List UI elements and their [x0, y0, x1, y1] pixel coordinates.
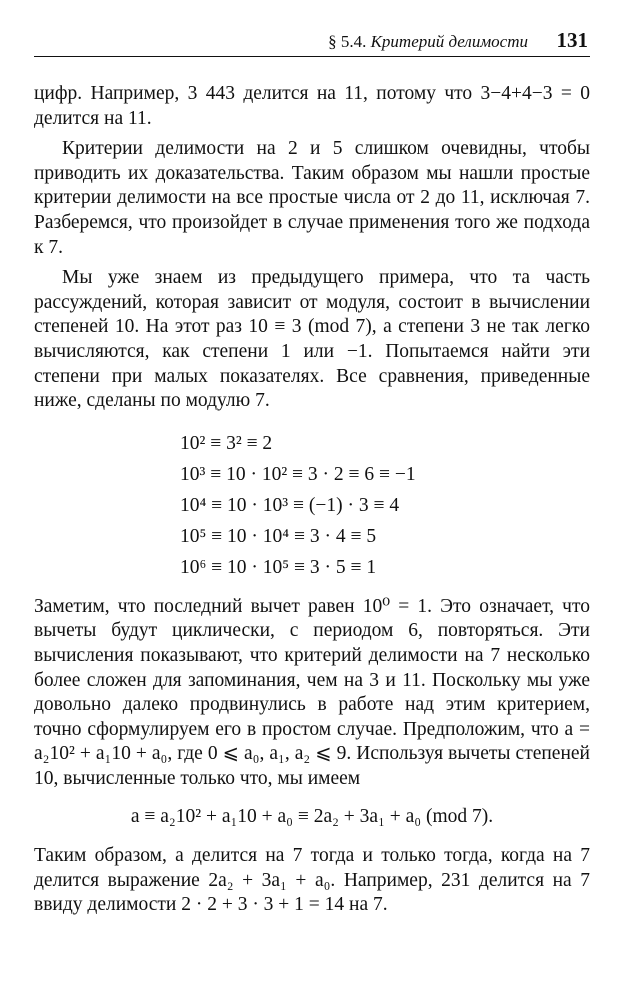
paragraph-2: Критерии делимости на 2 и 5 слишком очевидны, чтобы приводить их доказательства. Таким образом мы нашли простые критерии делимости на все простые числа от 2 до 11, исключая 7. Разберемся, что произойдет в случае применения того же подхода к 7. — [34, 138, 590, 258]
equation-block — [180, 428, 590, 583]
equation-line: 10² ≡ 3² ≡ 2 — [180, 432, 273, 454]
equation-line: 10⁵ ≡ 10 · 10⁴ ≡ 3 · 4 ≡ 5 — [180, 525, 377, 547]
section-title: Критерий делимости — [370, 32, 528, 51]
section-number: § 5.4. — [328, 32, 367, 51]
equation-line: 10³ ≡ 10 · 10² ≡ 3 · 2 ≡ 6 ≡ −1 — [180, 463, 416, 485]
paragraph-5: Таким образом, a делится на 7 тогда и только тогда, когда на 7 делится выражение 2a₂ + 3a₁ + a₀. Например, 231 делится на 7 ввиду делимости 2 · 2 + 3 · 3 + 1 = 14 на 7. — [34, 845, 590, 916]
paragraph-1: цифр. Например, 3 443 делится на 11, потому что 3−4+4−3 = 0 делится на 11. — [34, 83, 590, 129]
page-header — [34, 26, 590, 57]
equation-line: 10⁶ ≡ 10 · 10⁵ ≡ 3 · 5 ≡ 1 — [180, 556, 377, 578]
page-body — [34, 82, 590, 918]
page-number: 131 — [556, 28, 588, 52]
paragraph-3: Мы уже знаем из предыдущего примера, что та часть рассуждений, которая зависит от модуля, состоит в вычислении степеней 10. На этот раз 10 ≡ 3 (mod 7), а степени 3 не так легко вычисляются, как степени 1 или −1. Попытаемся найти эти степени при малых показателях. Все сравнения, приведенные ниже, сделаны по модулю 7. — [34, 267, 590, 412]
running-head — [328, 32, 528, 52]
display-equation: a ≡ a₂10² + a₁10 + a₀ ≡ 2a₂ + 3a₁ + a₀ (mod 7). — [130, 806, 494, 828]
paragraph-4: Заметим, что последний вычет равен 10⁰ = 1. Это означает, что вычеты будут циклически, с периодом 6, повторяться. Эти вычисления показывают, что критерий делимости на 7 несколько более сложен для запоминания, чем на 3 и 11. Поскольку мы уже довольно далеко продвинулись в работе над этим критерием, точно сформулируем его в простом случае. Предположим, что a = a₂10² + a₁10 + a₀, где 0 ⩽ a₀, a₁, a₂ ⩽ 9. Используя вычеты степеней 10, вычисленные только что, мы имеем — [34, 595, 590, 789]
equation-line: 10⁴ ≡ 10 · 10³ ≡ (−1) · 3 ≡ 4 — [180, 494, 400, 516]
